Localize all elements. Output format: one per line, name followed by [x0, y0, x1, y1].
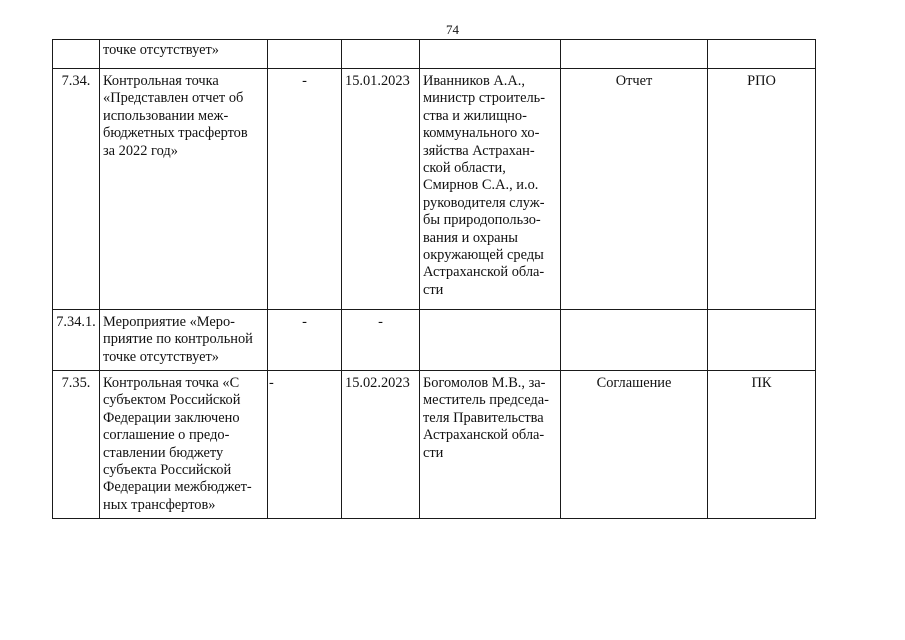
row-number-cell: 7.34.	[53, 69, 100, 310]
responsible-line: ства и жилищно-	[423, 107, 527, 124]
control-level-cell: РПО	[708, 69, 816, 310]
table-row	[53, 69, 816, 310]
responsible-line: сти	[423, 444, 444, 461]
start-date-cell: -	[268, 69, 342, 310]
control-level-cell	[708, 40, 816, 69]
control-points-table	[52, 39, 816, 519]
start-date-cell: -	[268, 310, 342, 371]
responsible-line: сти	[423, 281, 444, 298]
start-date-cell: -	[268, 371, 342, 519]
responsible-line: Астраханской обла-	[423, 264, 545, 281]
responsible-line: министр строитель-	[423, 90, 546, 107]
document-type-cell: Отчет	[561, 69, 708, 310]
responsible-line: Иванников А.А.,	[423, 73, 525, 89]
row-number-cell: 7.34.1.	[53, 310, 100, 371]
event-name-line: субъектом Российской	[103, 392, 241, 409]
responsible-line: вания и охраны	[423, 229, 518, 246]
responsible-line: теля Правительства	[423, 409, 544, 426]
document-type-cell: Соглашение	[561, 371, 708, 519]
event-name-cell	[100, 310, 268, 371]
responsible-cell	[420, 69, 561, 310]
responsible-cell	[420, 310, 561, 371]
start-date-cell	[268, 40, 342, 69]
control-level-cell: ПК	[708, 371, 816, 519]
responsible-line: Астраханской обла-	[423, 427, 545, 444]
event-name-line: Контрольная точка	[103, 73, 219, 89]
responsible-line: руководителя служ-	[423, 194, 545, 211]
event-name-line: за 2022 год»	[103, 142, 178, 159]
event-name-line: точке отсутствует»	[103, 348, 219, 365]
responsible-line: Богомолов М.В., за-	[423, 375, 546, 391]
event-name-line: точке отсутствует»	[103, 42, 219, 58]
event-name-line: Федерации заключено	[103, 409, 240, 426]
end-date-cell	[342, 40, 420, 69]
event-name-cell	[100, 40, 268, 69]
responsible-cell	[420, 371, 561, 519]
table-row	[53, 40, 816, 69]
responsible-line: ской области,	[423, 160, 506, 177]
event-name-line: приятие по контрольной	[103, 331, 253, 348]
responsible-line: окружающей среды	[423, 247, 544, 264]
row-number-cell: 7.35.	[53, 371, 100, 519]
end-date-cell: 15.02.2023	[342, 371, 420, 519]
table-row	[53, 310, 816, 371]
event-name-line: субъекта Российской	[103, 462, 232, 479]
event-name-cell	[100, 371, 268, 519]
event-name-line: ставлении бюджету	[103, 444, 224, 461]
responsible-line: меститель председа-	[423, 392, 549, 409]
event-name-line: «Представлен отчет об	[103, 90, 244, 107]
document-type-cell	[561, 40, 708, 69]
document-type-cell	[561, 310, 708, 371]
page-number: 74	[446, 22, 459, 37]
event-name-line: Мероприятие «Меро-	[103, 314, 235, 330]
event-name-line: Федерации межбюджет-	[103, 479, 252, 496]
event-name-line: использовании меж-	[103, 107, 229, 124]
table-row	[53, 371, 816, 519]
responsible-line: зяйства Астрахан-	[423, 142, 535, 159]
end-date-cell: -	[342, 310, 420, 371]
row-number-cell	[53, 40, 100, 69]
event-name-line: Контрольная точка «С	[103, 375, 240, 391]
control-level-cell	[708, 310, 816, 371]
responsible-line: бы природопользо-	[423, 212, 541, 229]
event-name-cell	[100, 69, 268, 310]
event-name-line: бюджетных трасфертов	[103, 125, 248, 142]
event-name-line: ных трансфертов»	[103, 496, 216, 513]
event-name-line: соглашение о предо-	[103, 427, 230, 444]
responsible-line: Смирнов С.А., и.о.	[423, 177, 539, 194]
end-date-cell: 15.01.2023	[342, 69, 420, 310]
responsible-cell	[420, 40, 561, 69]
responsible-line: коммунального хо-	[423, 125, 540, 142]
